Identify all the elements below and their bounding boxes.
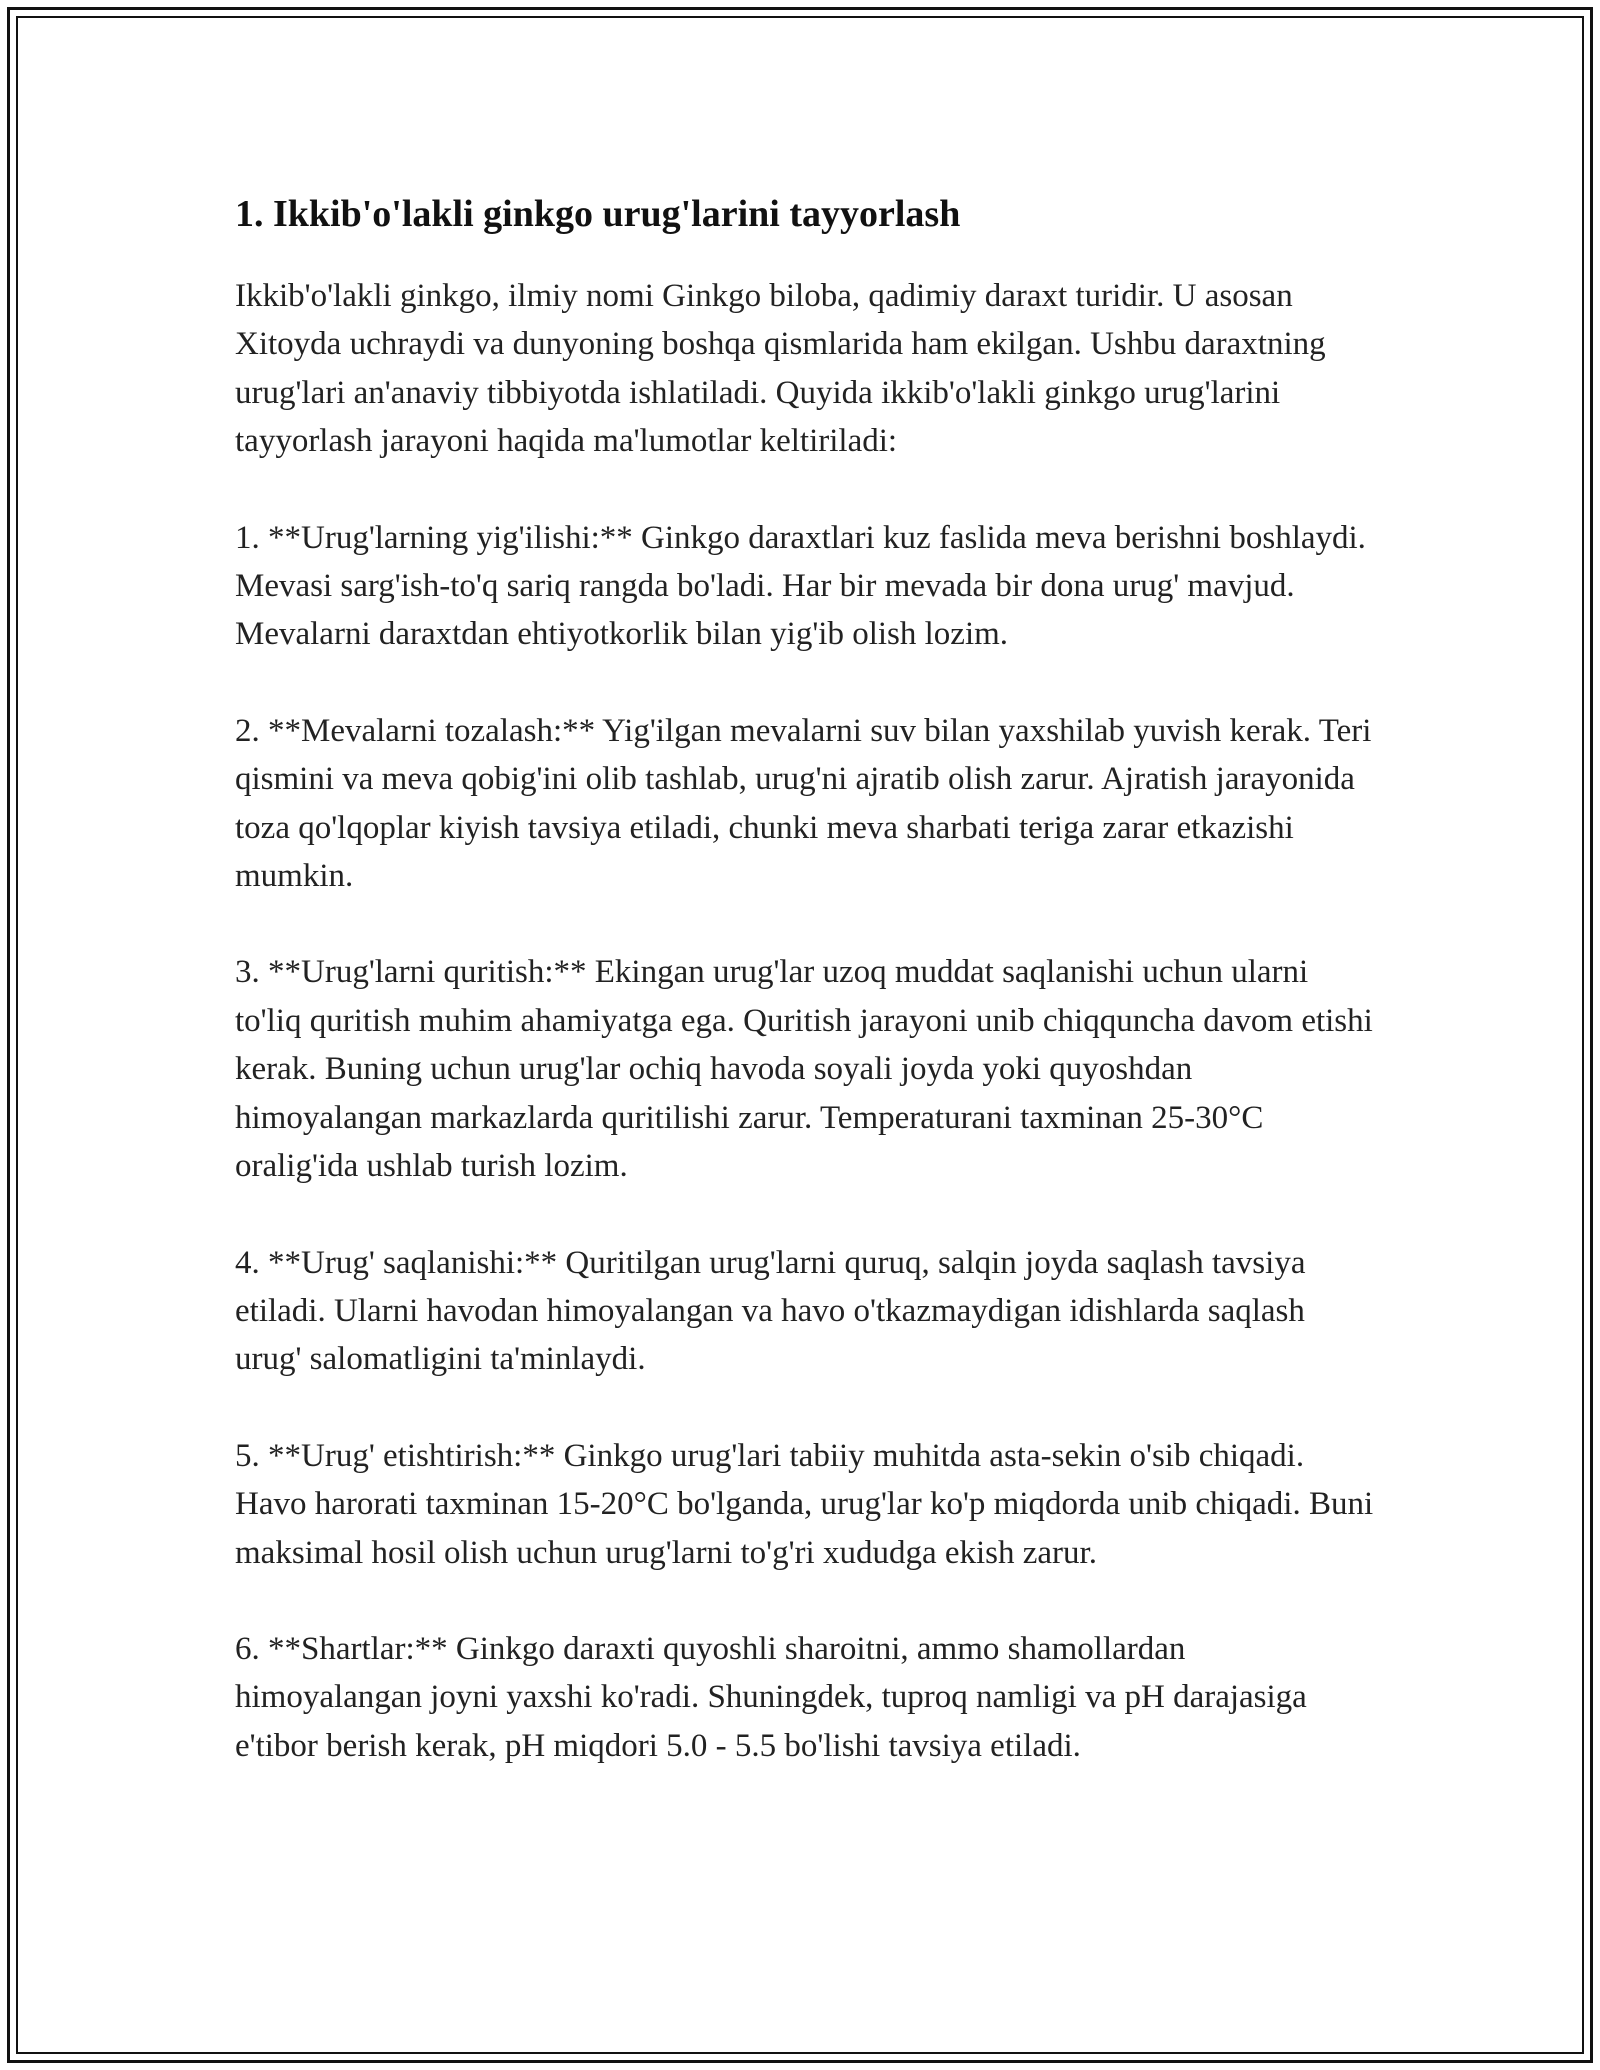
document-body <box>235 186 1375 1770</box>
intro-paragraph: Ikkib'o'lakli ginkgo, ilmiy nomi Ginkgo biloba, qadimiy daraxt turidir. U asosan Xitoyda uchraydi va dunyoning boshqa qismlarida ham ekilgan. Ushbu daraxtning urug'lari an'anaviy tibbiyotda ishlatiladi. Quyida ikkib'o'lakli ginkgo urug'larini tayyorlash jarayoni haqida ma'lumotlar keltiriladi: <box>235 278 1326 460</box>
list-item: 3. **Urug'larni quritish:** Ekingan urug'lar uzoq muddat saqlanishi uchun ularni to'liq quritish muhim ahamiyatga ega. Quritish jarayoni unib chiqquncha davom etishi kerak. Buning uchun urug'lar ochiq havoda soyali joyda yoki quyoshdan himoyalangan markazlarda quritilishi zarur. Temperaturani taxminan 25-30°C oralig'ida ushlab turish lozim. <box>235 954 1373 1185</box>
list-item: 6. **Shartlar:** Ginkgo daraxti quyoshli sharoitni, ammo shamollardan himoyalangan joyni yaxshi ko'radi. Shuningdek, tuproq namligi va pH darajasiga e'tibor berish kerak, pH miqdori 5.0 - 5.5 bo'lishi tavsiya etiladi. <box>235 1630 1307 1764</box>
list-item: 5. **Urug' etishtirish:** Ginkgo urug'lari tabiiy muhitda asta-sekin o'sib chiqadi. Havo harorati taxminan 15-20°C bo'lganda, urug'lar ko'p miqdorda unib chiqadi. Buni maksimal hosil olish uchun urug'larni to'g'ri xududga ekish zarur. <box>235 1437 1374 1571</box>
list-item: 4. **Urug' saqlanishi:** Quritilgan urug'larni quruq, salqin joyda saqlash tavsiya etiladi. Ularni havodan himoyalangan va havo o'tkazmaydigan idishlarda saqlash urug' salomatligini ta'minlaydi. <box>235 1244 1306 1378</box>
list-item: 1. **Urug'larning yig'ilishi:** Ginkgo daraxtlari kuz faslida meva berishni boshlaydi. Mevasi sarg'ish-to'q sariq rangda bo'ladi. Har bir mevada bir dona urug' mavjud. Mevalarni daraxtdan ehtiyotkorlik bilan yig'ib olish lozim. <box>235 519 1366 653</box>
document-title: 1. Ikkib'o'lakli ginkgo urug'larini tayyorlash <box>235 193 961 235</box>
list-item: 2. **Mevalarni tozalash:** Yig'ilgan mevalarni suv bilan yaxshilab yuvish kerak. Teri qismini va meva qobig'ini olib tashlab, urug'ni ajratib olish zarur. Ajratish jarayonida toza qo'lqoplar kiyish tavsiya etiladi, chunki meva sharbati teriga zarar etkazishi mumkin. <box>235 712 1372 895</box>
